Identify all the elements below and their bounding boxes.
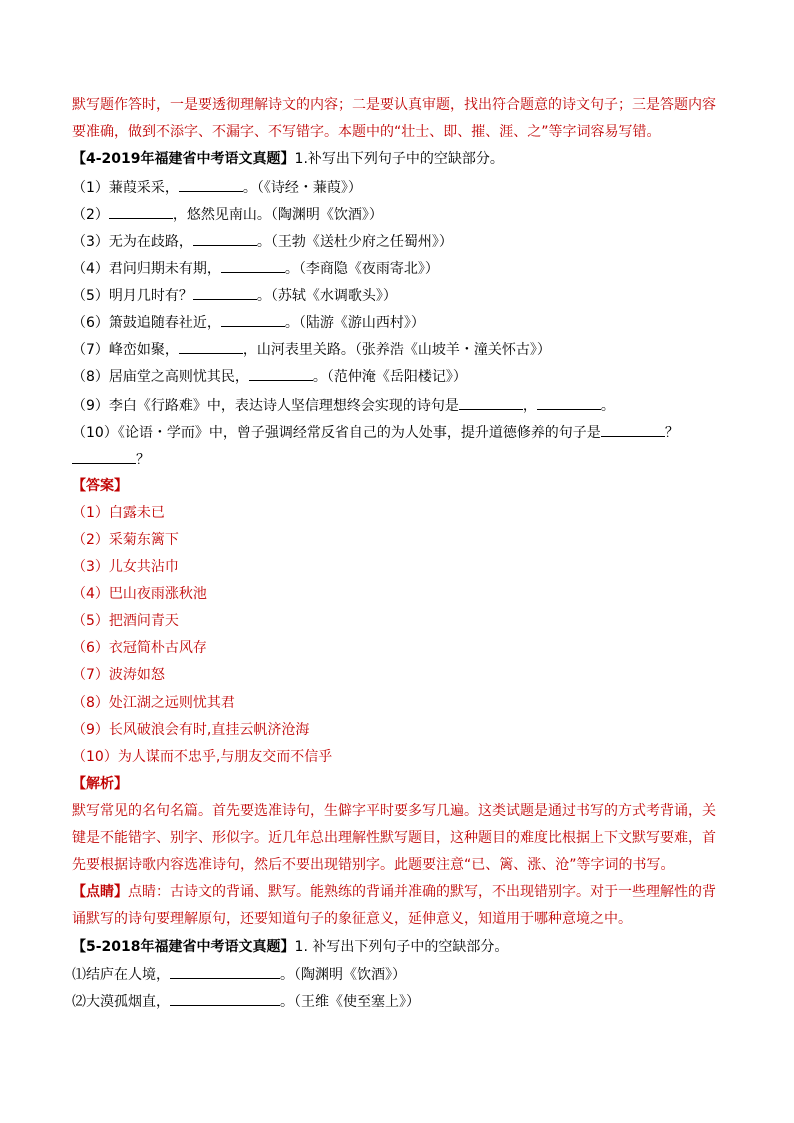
question-item	[72, 232, 453, 251]
item-suffix: ？	[664, 425, 679, 441]
answer-blank	[459, 396, 523, 410]
answer-blank	[221, 313, 285, 327]
question-item	[72, 205, 383, 224]
item-suffix: 。（陆游《游山西村》）	[284, 315, 425, 331]
intro-line-1: 默写题作答时，一是要透彻理解诗文的内容；二是要认真审题，找出符合题意的诗文句子；三是答题内容	[72, 97, 716, 113]
comment-heading: 【点睛】	[72, 884, 128, 900]
item-prefix: ⑴结庐在人境，	[72, 967, 170, 983]
answer-blank	[249, 367, 313, 381]
question-item-continuation	[72, 450, 150, 469]
item-prefix: （7）峰峦如聚，	[72, 342, 179, 358]
question-item	[72, 313, 425, 332]
answer-item: （7）波涛如怒	[72, 667, 165, 683]
answer-item: （3）儿女共沾巾	[72, 559, 179, 575]
question-5-title: 1. 补写出下列句子中的空缺部分。	[294, 939, 509, 955]
answer-blank	[193, 286, 257, 300]
answer-item: （6）衣冠简朴古风存	[72, 640, 207, 656]
item-prefix: ⑵大漠孤烟直，	[72, 994, 170, 1010]
analysis-heading: 【解析】	[72, 776, 128, 792]
answer-blank	[170, 965, 280, 979]
answer-item: （9）长风破浪会有时,直挂云帆济沧海	[72, 722, 310, 738]
answer-blank	[109, 205, 173, 219]
item-suffix: 。（陶渊明《饮酒》）	[280, 967, 406, 983]
question-item	[72, 259, 439, 278]
question-item	[72, 423, 679, 442]
answer-blank	[179, 340, 243, 354]
comment-line-1	[72, 883, 716, 901]
question-item	[72, 340, 551, 359]
question-5-tag: 【5-2018年福建省中考语文真题】	[72, 939, 295, 955]
comment-line-2: 诵默写的诗句要理解原句，还要知道句子的象征意义，延伸意义，知道用于哪种意境之中。	[72, 911, 632, 927]
item-prefix: （2）	[72, 207, 109, 223]
item-prefix: （9）李白《行路难》中，表达诗人坚信理想终会实现的诗句是	[72, 398, 459, 414]
question-item	[72, 992, 420, 1011]
item-suffix: 。（李商隐《夜雨寄北》）	[284, 261, 439, 277]
answer-item: （1）白露未已	[72, 505, 165, 521]
answer-blank	[537, 396, 601, 410]
item-suffix: ，山河表里关路。（张养浩《山坡羊・潼关怀古》）	[242, 342, 551, 358]
item-suffix: 。（王维《使至塞上》）	[280, 994, 420, 1010]
intro-line-2: 要准确，做到不添字、不漏字、不写错字。本题中的“壮士、即、摧、涯、之”等字词容易写错。	[72, 124, 661, 140]
item-suffix: 。（范仲淹《岳阳楼记》）	[312, 369, 467, 385]
question-4-header	[72, 150, 504, 168]
question-item	[72, 367, 467, 386]
question-4-tag: 【4-2019年福建省中考语文真题】	[72, 151, 295, 167]
item-prefix: （6）箫鼓追随春社近，	[72, 315, 221, 331]
item-prefix: （1）蒹葭采采，	[72, 180, 179, 196]
item-suffix: 。（苏轼《水调歌头》）	[256, 288, 397, 304]
item-suffix: 。（王勃《送杜少府之任蜀州》）	[256, 234, 453, 250]
item-suffix: 。	[600, 398, 615, 414]
answer-item: （8）处江湖之远则忧其君	[72, 695, 235, 711]
analysis-line: 键是不能错字、别字、形似字。近几年总出理解性默写题目，这种题目的难度比根据上下文默写要难，首	[72, 830, 716, 846]
answer-blank	[72, 450, 136, 464]
item-separator: ，	[522, 398, 537, 414]
answer-blank	[221, 259, 285, 273]
item-prefix: （8）居庙堂之高则忧其民，	[72, 369, 249, 385]
question-item	[72, 286, 397, 305]
answer-blank	[193, 232, 257, 246]
item-prefix: （5）明月几时有？	[72, 288, 193, 304]
answer-item: （5）把酒问青天	[72, 613, 179, 629]
question-5-header	[72, 938, 508, 956]
question-item	[72, 178, 362, 197]
item-suffix: ，悠然见南山。（陶渊明《饮酒》）	[172, 207, 383, 223]
comment-text: 点睛：古诗文的背诵、默写。能熟练的背诵并准确的默写，不出现错别字。对于一些理解性的背	[128, 884, 716, 900]
answer-blank	[601, 423, 665, 437]
question-item	[72, 396, 615, 415]
question-4-title: 1.补写出下列句子中的空缺部分。	[294, 151, 504, 167]
item-prefix: （4）君问归期未有期，	[72, 261, 221, 277]
question-item	[72, 965, 406, 984]
answer-item: （10）为人谋而不忠乎,与朋友交而不信乎	[72, 749, 333, 765]
item-suffix: ？	[136, 452, 150, 468]
item-prefix: （10）《论语・学而》中，曾子强调经常反省自己的为人处事，提升道德修养的句子是	[72, 425, 601, 441]
item-suffix: 。（《诗经・蒹葭》）	[242, 180, 362, 196]
item-prefix: （3）无为在歧路，	[72, 234, 193, 250]
answer-item: （2）采菊东篱下	[72, 532, 179, 548]
analysis-line: 先要根据诗歌内容选准诗句，然后不要出现错别字。此题要注意“已、篱、涨、沧”等字词的书写。	[72, 857, 675, 873]
answer-heading: 【答案】	[72, 478, 128, 494]
analysis-line: 默写常见的名句名篇。首先要选准诗句，生僻字平时要多写几遍。这类试题是通过书写的方式考背诵，关	[72, 803, 716, 819]
answer-blank	[170, 992, 280, 1006]
answer-blank	[179, 178, 243, 192]
answer-item: （4）巴山夜雨涨秋池	[72, 586, 207, 602]
